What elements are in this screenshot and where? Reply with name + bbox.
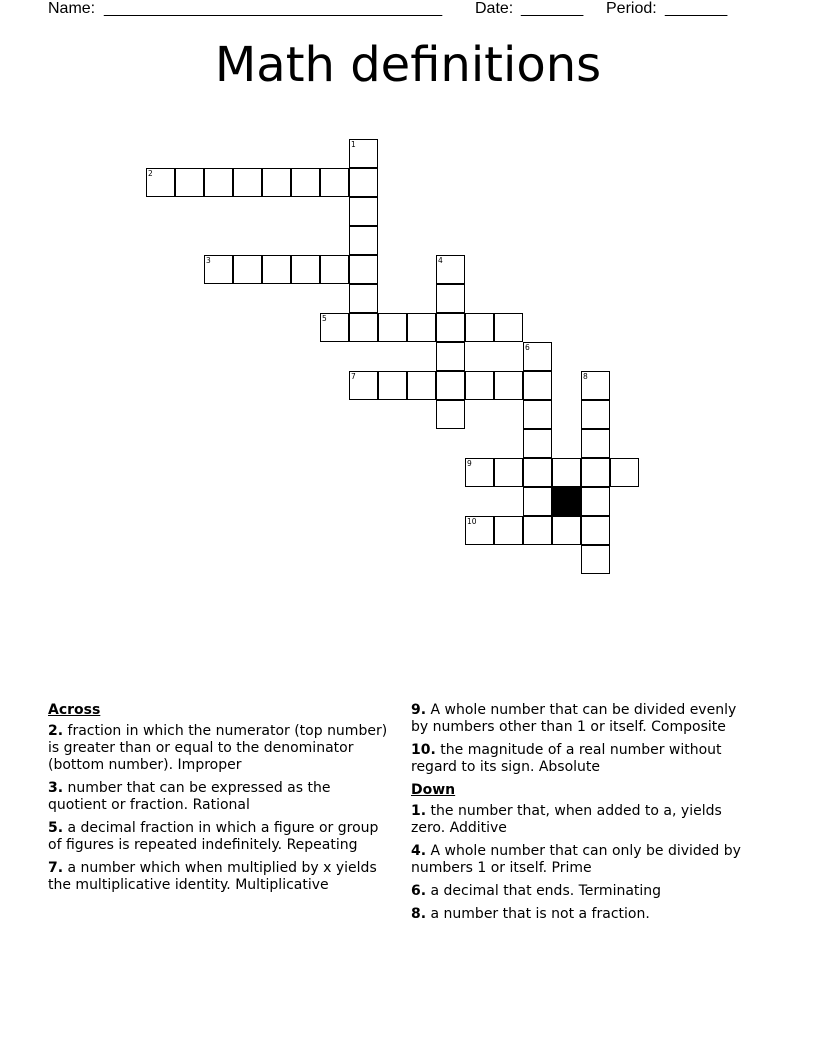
crossword-cell[interactable] <box>581 545 610 574</box>
crossword-cell[interactable] <box>581 487 610 516</box>
clue-text: a decimal that ends. Terminating <box>430 883 662 899</box>
crossword-cell[interactable] <box>523 429 552 458</box>
crossword-cell[interactable] <box>349 226 378 255</box>
crossword-cell[interactable] <box>349 284 378 313</box>
clue-across-2 <box>48 723 388 774</box>
date-field-line[interactable]: _______ <box>521 0 584 17</box>
clue-number-label: 1 <box>351 140 356 149</box>
crossword-cell[interactable] <box>204 168 233 197</box>
clue-text: the magnitude of a real number without regard to its sign. Absolute <box>411 742 722 775</box>
clue-text: A whole number that can be divided evenly by numbers other than 1 or itself. Composite <box>411 702 737 735</box>
crossword-cell[interactable] <box>523 458 552 487</box>
crossword-cell[interactable] <box>494 516 523 545</box>
crossword-cell[interactable] <box>320 168 349 197</box>
crossword-cell[interactable] <box>320 255 349 284</box>
crossword-cell[interactable] <box>146 168 175 197</box>
crossword-cell[interactable] <box>349 371 378 400</box>
crossword-cell[interactable] <box>552 516 581 545</box>
clue-across-7 <box>48 860 388 894</box>
clue-number: 5. <box>48 820 64 836</box>
clue-down-6 <box>411 883 751 900</box>
crossword-cell[interactable] <box>436 400 465 429</box>
down-heading: Down <box>411 782 456 798</box>
page-title: Math definitions <box>214 37 602 93</box>
crossword-cell[interactable] <box>465 458 494 487</box>
clue-text: the number that, when added to a, yields zero. Additive <box>411 803 722 836</box>
crossword-cell[interactable] <box>262 168 291 197</box>
clue-text: a decimal fraction in which a figure or group of figures is repeated indefinitely. Repeating <box>48 820 379 853</box>
crossword-cell[interactable] <box>523 371 552 400</box>
clue-number-label: 3 <box>206 256 211 265</box>
crossword-cell[interactable] <box>349 313 378 342</box>
clue-number-label: 2 <box>148 169 153 178</box>
clue-number: 4. <box>411 843 427 859</box>
crossword-cell[interactable] <box>523 342 552 371</box>
crossword-cell[interactable] <box>378 313 407 342</box>
clue-across-10 <box>411 742 751 776</box>
clue-number-label: 8 <box>583 372 588 381</box>
clue-number-label: 6 <box>525 343 530 352</box>
crossword-cell[interactable] <box>523 487 552 516</box>
date-label: Date: <box>475 0 514 17</box>
crossword-cell[interactable] <box>378 371 407 400</box>
clue-down-4 <box>411 843 751 877</box>
clue-across-3 <box>48 780 388 814</box>
crossword-cell[interactable] <box>465 516 494 545</box>
clue-across-5 <box>48 820 388 854</box>
crossword-cell[interactable] <box>581 429 610 458</box>
crossword-cell[interactable] <box>581 400 610 429</box>
clue-number-label: 10 <box>467 517 477 526</box>
student-info-header <box>48 0 748 20</box>
clue-text: a number which when multiplied by x yields the multiplicative identity. Multiplicative <box>48 860 377 893</box>
crossword-cell[interactable] <box>175 168 204 197</box>
name-label: Name: <box>48 0 96 17</box>
crossword-cell[interactable] <box>494 371 523 400</box>
crossword-cell[interactable] <box>233 168 262 197</box>
crossword-cell[interactable] <box>436 284 465 313</box>
clue-text: fraction in which the numerator (top number) is greater than or equal to the denominator (bottom number). Improper <box>48 723 388 773</box>
crossword-cell[interactable] <box>465 371 494 400</box>
clue-number: 2. <box>48 723 64 739</box>
clue-down-8 <box>411 906 751 923</box>
crossword-cell[interactable] <box>436 371 465 400</box>
clue-across-9 <box>411 702 751 736</box>
across-heading: Across <box>48 702 101 718</box>
clue-number-label: 5 <box>322 314 327 323</box>
crossword-cell[interactable] <box>581 458 610 487</box>
crossword-cell[interactable] <box>610 458 639 487</box>
crossword-cell[interactable] <box>494 458 523 487</box>
crossword-cell[interactable] <box>320 313 349 342</box>
crossword-cell[interactable] <box>523 400 552 429</box>
crossword-cell[interactable] <box>581 516 610 545</box>
clue-number-label: 4 <box>438 256 443 265</box>
clues-column-left <box>48 702 388 900</box>
crossword-block-cell <box>552 487 581 516</box>
crossword-cell[interactable] <box>262 255 291 284</box>
crossword-cell[interactable] <box>291 168 320 197</box>
clue-number-label: 7 <box>351 372 356 381</box>
crossword-cell[interactable] <box>581 371 610 400</box>
crossword-cell[interactable] <box>407 371 436 400</box>
crossword-cell[interactable] <box>349 139 378 168</box>
period-field-line[interactable]: _______ <box>665 0 728 17</box>
crossword-cell[interactable] <box>436 255 465 284</box>
crossword-cell[interactable] <box>349 255 378 284</box>
crossword-cell[interactable] <box>349 197 378 226</box>
clue-number: 3. <box>48 780 64 796</box>
crossword-cell[interactable] <box>465 313 494 342</box>
clue-text: number that can be expressed as the quotient or fraction. Rational <box>48 780 331 813</box>
crossword-cell[interactable] <box>349 168 378 197</box>
crossword-cell[interactable] <box>204 255 233 284</box>
clue-number: 8. <box>411 906 427 922</box>
crossword-cell[interactable] <box>552 458 581 487</box>
clue-number: 6. <box>411 883 427 899</box>
clue-text: a number that is not a fraction. <box>430 906 650 922</box>
clue-text: A whole number that can only be divided by numbers 1 or itself. Prime <box>411 843 741 876</box>
clue-number: 1. <box>411 803 427 819</box>
clue-number-label: 9 <box>467 459 472 468</box>
period-label: Period: <box>606 0 657 17</box>
crossword-cell[interactable] <box>233 255 262 284</box>
crossword-cell[interactable] <box>436 313 465 342</box>
crossword-cell[interactable] <box>291 255 320 284</box>
clues-column-right <box>411 702 751 929</box>
crossword-cell[interactable] <box>523 516 552 545</box>
clue-number: 7. <box>48 860 64 876</box>
crossword-cell[interactable] <box>407 313 436 342</box>
clue-number: 9. <box>411 702 427 718</box>
crossword-cell[interactable] <box>494 313 523 342</box>
clue-down-1 <box>411 803 751 837</box>
name-field-line[interactable]: ______________________________________ <box>104 0 443 17</box>
crossword-cell[interactable] <box>436 342 465 371</box>
clue-number: 10. <box>411 742 436 758</box>
